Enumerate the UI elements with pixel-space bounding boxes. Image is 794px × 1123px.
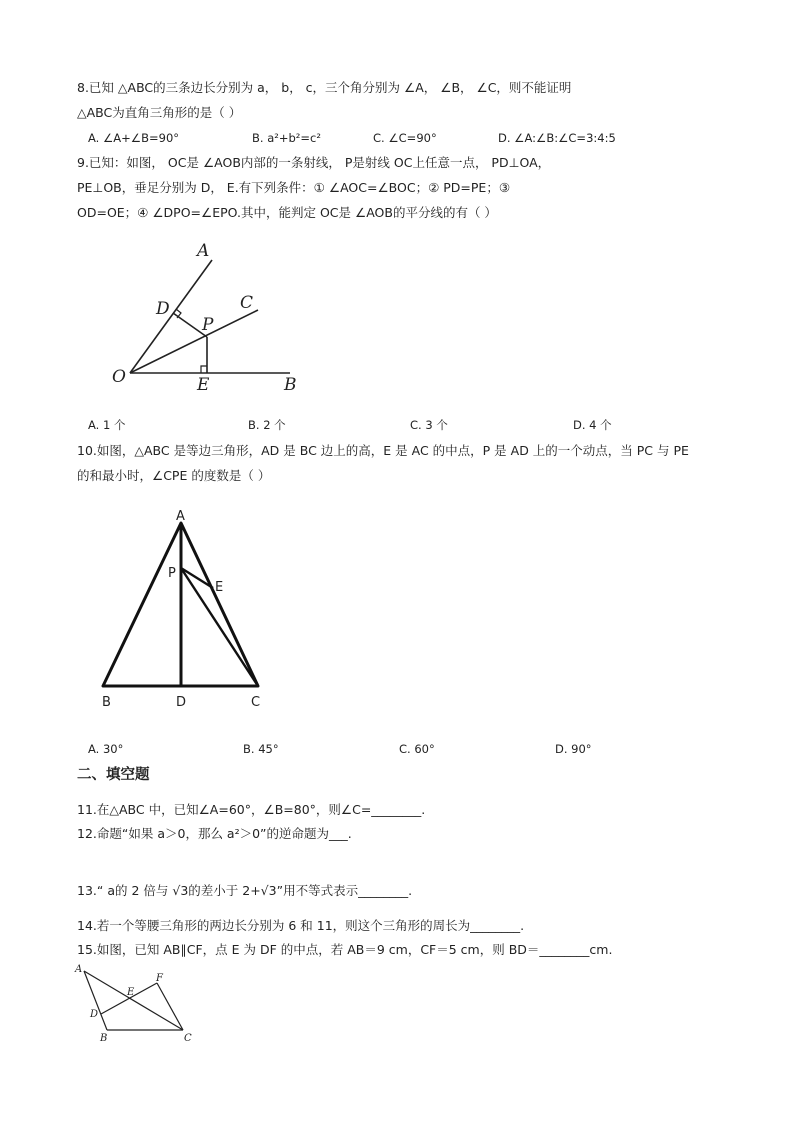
q10-line1: 10.如图，△ABC 是等边三角形，AD 是 BC 边上的高，E 是 AC 的中点，P 是 AD 上的一个动点，当 PC 与 PE [77,443,689,458]
q8-option-c: C. ∠C=90° [373,131,437,145]
q8-option-b: B. a²+b²=c² [252,131,321,145]
q15-segment-ac [84,971,183,1030]
q8-option-a: A. ∠A+∠B=90° [88,131,180,145]
q15-label-d: D [90,1009,99,1020]
q15-label-b: B [100,1033,108,1044]
q8-line1: 8.已知 △ABC的三条边长分别为 a， b， c，三个角分别为 ∠A， ∠B， ∠C，则不能证明 [77,80,572,95]
q8-option-d: D. ∠A:∠B:∠C=3:4:5 [498,131,616,145]
q10-line2: 的和最小时，∠CPE 的度数是（ ） [77,468,271,483]
q15-label-f: F [156,973,163,984]
q9-label-d: D [156,299,170,319]
q8-line2: △ABC为直角三角形的是（ ） [77,105,242,120]
q9-label-a: A [197,241,210,261]
q9-option-d: D. 4 个 [573,418,612,432]
q15-segment-ab [84,971,107,1030]
q15-label-e: E [127,987,135,998]
q9-label-o: O [112,367,126,387]
q9-line2: PE⊥OB，垂足分别为 D， E.有下列条件：① ∠AOC=∠BOC；② PD=PE；③ [77,180,511,195]
q9-line1: 9.已知：如图， OC是 ∠AOB内部的一条射线， P是射线 OC上任意一点， PD⊥OA， [77,155,551,170]
q9-label-p: P [202,315,214,335]
q10-label-b: B [102,695,111,710]
q13-text: 13.“ a的 2 倍与 √3的差小于 2+√3”用不等式表示________. [77,883,413,898]
q15-label-c: C [184,1033,192,1044]
q14-text: 14.若一个等腰三角形的两边长分别为 6 和 11，则这个三角形的周长为________. [77,918,525,933]
section-title: 二、填空题 [77,767,150,783]
q10-label-a: A [176,509,185,524]
q11-text: 11.在△ABC 中，已知∠A=60°，∠B=80°，则∠C=________. [77,802,426,817]
q10-label-d: D [176,695,187,710]
q10-label-e: E [215,580,224,595]
q10-option-a: A. 30° [88,742,124,756]
q10-option-c: C. 60° [399,742,435,756]
q9-option-a: A. 1 个 [88,418,126,432]
q9-label-b: B [284,375,297,395]
q15-label-a: A [75,964,83,975]
q9-option-c: C. 3 个 [410,418,448,432]
q15-text: 15.如图，已知 AB∥CF，点 E 为 DF 的中点，若 AB＝9 cm，CF＝5 cm，则 BD＝________cm. [77,942,613,957]
q9-label-e: E [197,375,210,395]
q12-text: 12.命题“如果 a＞0，那么 a²＞0”的逆命题为___. [77,826,352,841]
q9-line3: OD=OE；④ ∠DPO=∠EPO.其中，能判定 OC是 ∠AOB的平分线的有（ ） [77,205,497,220]
q10-option-d: D. 90° [555,742,592,756]
q10-option-b: B. 45° [243,742,279,756]
q9-option-b: B. 2 个 [248,418,286,432]
q10-label-p: P [168,566,176,581]
q9-label-c: C [240,293,254,313]
q10-label-c: C [251,695,261,710]
